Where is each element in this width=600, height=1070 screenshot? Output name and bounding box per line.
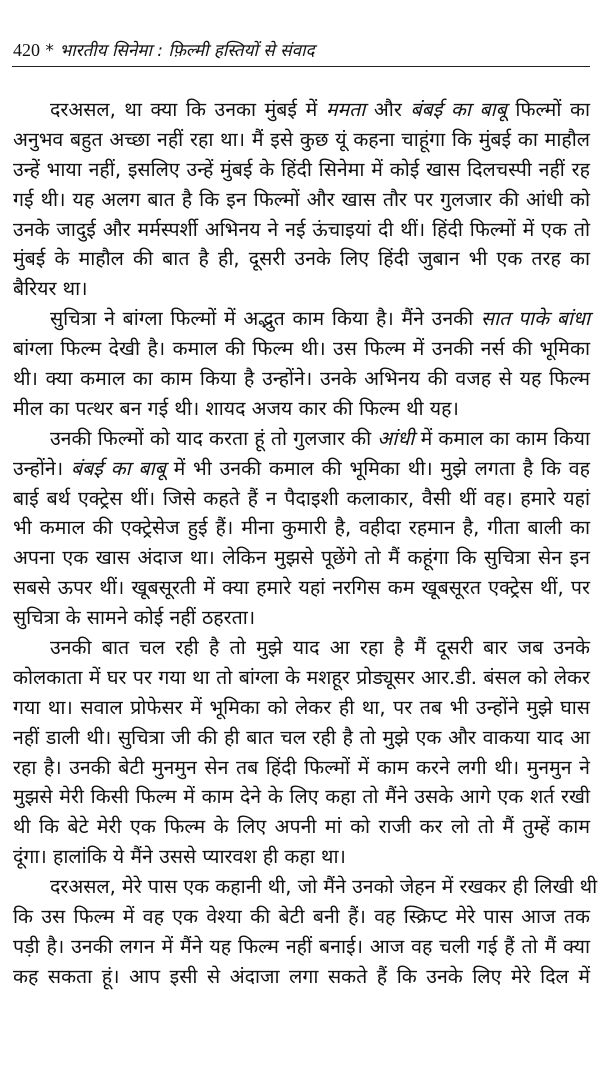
italic-title-text: आंधी [377, 426, 415, 450]
text-segment: में कमाल का काम किया [414, 426, 591, 450]
text-segment: उनके जादुई और मर्मस्पर्शी अभिनय ने नई ऊंचाइयां दी थीं। हिंदी फिल्मों में एक तो [13, 217, 590, 241]
text-segment: सबसे ऊपर थीं। खूबसूरती में क्या हमारे यहां नरगिस कम खूबसूरत एक्ट्रेस थीं, पर [13, 576, 590, 600]
text-line [13, 513, 590, 543]
text-segment: बांग्ला फिल्म देखी है। कमाल की फिल्म थी। उस फिल्म में उनकी नर्स की भूमिका [13, 337, 590, 361]
text-line [13, 663, 590, 693]
text-segment: गई थी। यह अलग बात है कि इन फिल्मों और खास तौर पर गुलजार की आंधी को [13, 187, 590, 211]
text-segment: उन्होंने। [13, 456, 71, 480]
text-segment: मुंबई के माहौल की बात है ही, दूसरी उनके लिए हिंदी जुबान भी एक तरह का [13, 247, 590, 271]
text-line [13, 693, 590, 723]
text-segment: कोलकाता में घर पर गया था तो बांग्ला के मशहूर प्रोड्यूसर आर.डी. बंसल को लेकर [13, 665, 590, 689]
italic-title-text: ममता [325, 98, 366, 121]
text-line [13, 155, 590, 185]
text-segment: दूंगा। हालांकि ये मैंने उससे प्यारवश ही कहा था। [13, 845, 346, 869]
text-segment: भी कमाल की एक्ट्रेसेज हुई हैं। मीना कुमारी है, वहीदा रहमान है, गीता बाली का [13, 516, 590, 540]
text-segment: में भी उनकी कमाल की भूमिका थी। मुझे लगता है कि वह [165, 456, 591, 480]
text-segment: और [365, 98, 411, 121]
text-segment: नहीं डाली थी। सुचित्रा जी की ही बात चल रही है तो मुझे एक और वाकया याद आ [13, 725, 590, 749]
text-line [13, 902, 590, 932]
text-segment: उनकी फिल्मों को याद करता हूं तो गुलजार की [50, 426, 378, 450]
text-line [13, 812, 590, 842]
text-line [13, 603, 590, 633]
text-line [13, 872, 598, 902]
text-line [13, 424, 590, 454]
text-line [13, 125, 590, 155]
text-segment: मील का पत्थर बन गई थी। शायद अजय कार की फिल्म थी यह। [13, 396, 459, 420]
italic-title-text: सात पाके बांधा [480, 307, 590, 331]
running-header [13, 38, 590, 61]
text-line [13, 962, 590, 992]
text-line [13, 753, 590, 783]
text-line [13, 782, 590, 812]
text-line [13, 274, 590, 304]
text-line [13, 394, 590, 424]
text-line [13, 95, 590, 125]
book-title: भारतीय सिनेमा : फ़िल्मी हस्तियों से संवाद [59, 41, 315, 61]
text-segment: थी कि बेटे मेरी एक फिल्म के लिए अपनी मां को राजी कर लो तो मैं तुम्हें काम [13, 815, 590, 839]
text-line [13, 454, 590, 484]
text-segment: उनकी बात चल रही है तो मुझे याद आ रहा है मैं दूसरी बार जब उनके [50, 636, 590, 660]
text-line [13, 364, 590, 394]
text-line [13, 842, 590, 872]
text-line [13, 573, 590, 603]
text-segment: अपना एक खास अंदाज था। लेकिन मुझसे पूछेंगे तो मैं कहूंगा कि सुचित्रा सेन इन [13, 546, 590, 570]
text-line [13, 215, 590, 245]
text-segment: रहा है। उनकी बेटी मुनमुन सेन तब हिंदी फिल्मों में काम करने लगी थी। मुनमुन ने [13, 755, 590, 779]
text-line [13, 334, 590, 364]
text-segment: दरअसल, मेरे पास एक कहानी थी, जो मैंने उनको जेहन में रखकर ही लिखी थी [50, 875, 598, 899]
text-segment: दरअसल, था क्या कि उनका मुंबई में [50, 98, 326, 121]
header-separator: * [45, 41, 54, 61]
text-segment: पड़ी है। उनकी लगन में मैंने यह फिल्म नहीं बनाई। आज वह चली गई हैं तो मैं क्या [13, 934, 590, 958]
text-segment: सुचित्रा के सामने कोई नहीं ठहरता। [13, 606, 256, 630]
text-segment: बैरियर था। [13, 277, 88, 301]
text-segment: गया था। सवाल प्रोफेसर में भूमिका को लेकर ही था, पर तब भी उन्होंने मुझे घास [13, 695, 590, 719]
text-line [13, 633, 590, 663]
text-segment: उन्हें भाया नहीं, इसलिए उन्हें मुंबई के हिंदी सिनेमा में कोई खास दिलचस्पी नहीं रह [13, 157, 590, 181]
text-line [13, 244, 590, 274]
page-number: 420 [13, 40, 40, 60]
text-segment: मुझसे मेरी किसी फिल्म में काम देने के लिए कहा तो मैंने उसके आगे एक शर्त रखी [13, 785, 590, 809]
italic-title-text: बंबई का बाबू [70, 456, 166, 480]
text-segment: थी। क्या कमाल का काम किया है उन्होंने। उनके अभिनय की वजह से यह फिल्म [13, 367, 590, 391]
header-rule [12, 66, 590, 67]
text-line [13, 543, 590, 573]
text-line [13, 484, 590, 514]
body-text [13, 95, 598, 992]
text-line [13, 932, 590, 962]
text-segment: कह सकता हूं। आप इसी से अंदाजा लगा सकते हैं कि उनके लिए मेरे दिल में [13, 964, 590, 988]
text-line [13, 304, 590, 334]
text-segment: कि उस फिल्म में वह एक वेश्या की बेटी बनी हैं। वह स्क्रिप्ट मेरे पास आज तक [13, 905, 590, 929]
text-segment: अनुभव बहुत अच्छा नहीं रहा था। मैं इसे कुछ यूं कहना चाहूंगा कि मुंबई का माहौल [13, 127, 590, 151]
text-segment: सुचित्रा ने बांग्ला फिल्मों में अद्भुत काम किया है। मैंने उनकी [50, 307, 481, 331]
italic-title-text: बंबई का बाबू [410, 98, 507, 121]
text-line [13, 185, 590, 215]
text-line [13, 723, 590, 753]
text-segment: बाई बर्थ एक्ट्रेस थीं। जिसे कहते हैं न पैदाइशी कलाकार, वैसी थीं वह। हमारे यहां [13, 486, 590, 510]
text-segment: फिल्मों का [506, 98, 590, 121]
